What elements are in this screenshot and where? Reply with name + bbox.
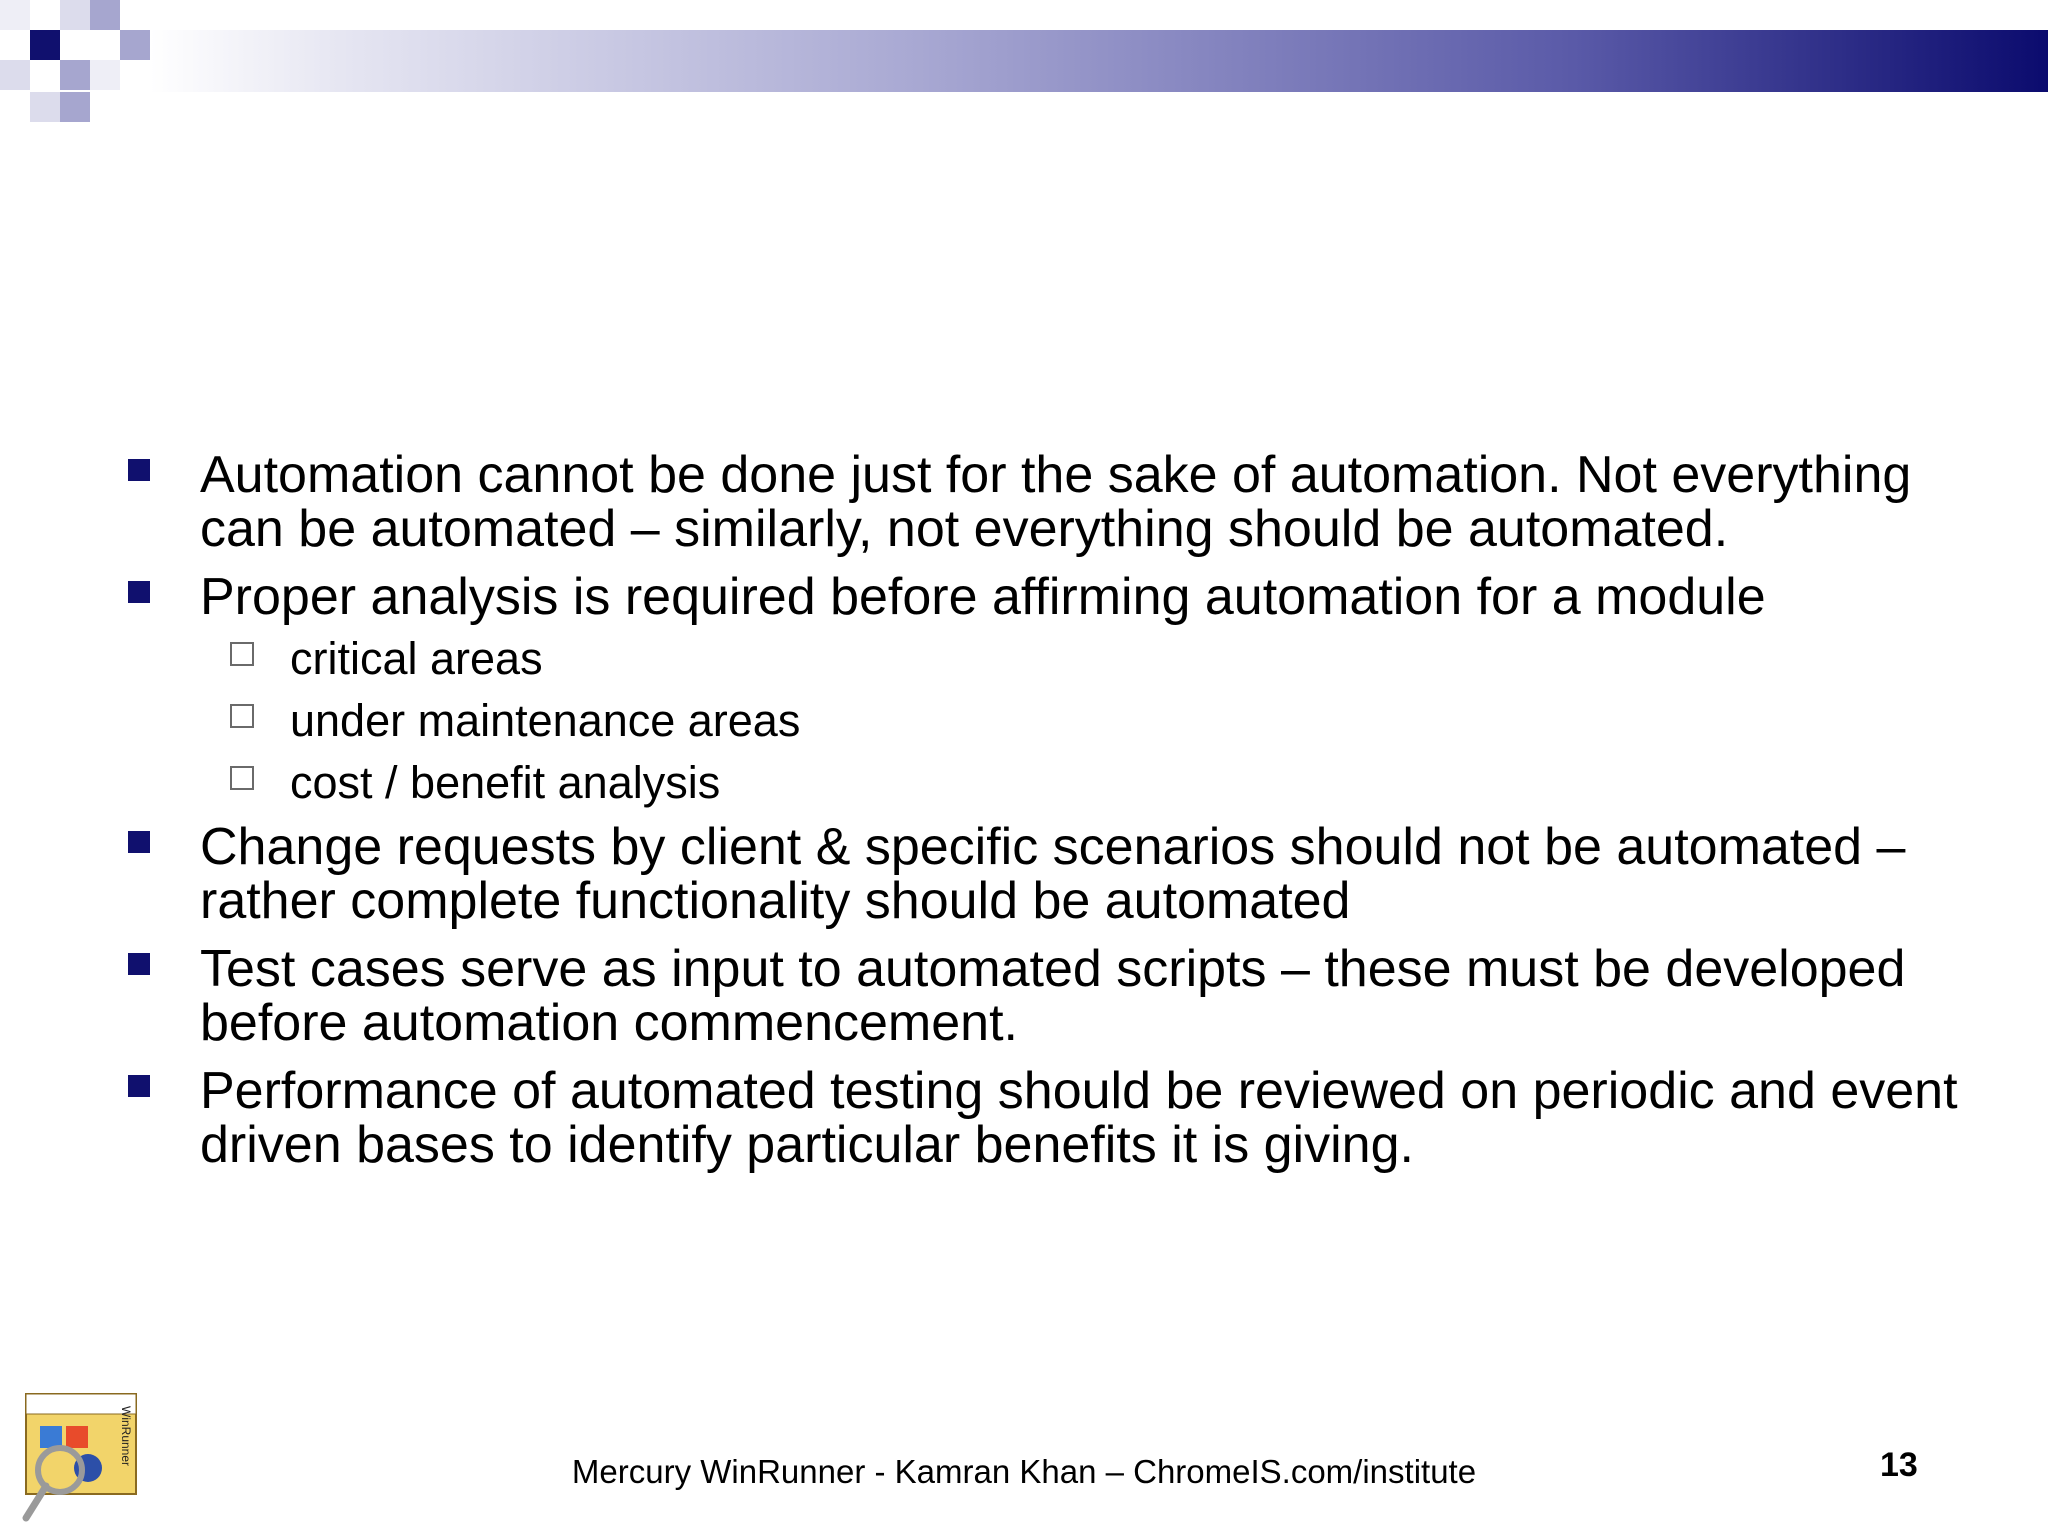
footer-caption — [0, 1452, 2048, 1492]
square-bullet-icon — [128, 831, 150, 853]
header-square — [120, 30, 150, 60]
header-square — [60, 0, 90, 30]
hollow-square-bullet-icon — [230, 642, 254, 666]
sub-bullet-text: critical areas — [290, 633, 543, 684]
header-square — [60, 60, 90, 90]
hollow-square-bullet-icon — [230, 766, 254, 790]
sub-bullet-text: cost / benefit analysis — [290, 757, 721, 808]
bullet-text: Performance of automated testing should be reviewed on periodic and event driven bases to identify particular benefits it is giving. — [200, 1062, 1958, 1174]
sub-bullet-list — [120, 634, 2000, 808]
sub-bullet-item — [120, 634, 2000, 684]
bullet-text: Test cases serve as input to automated scripts – these must be developed before automation commencement. — [200, 940, 1906, 1052]
bullet-list — [120, 448, 2000, 1186]
sub-bullet-item — [120, 758, 2000, 808]
page-number: 13 — [1880, 1446, 1918, 1484]
hollow-square-bullet-icon — [230, 704, 254, 728]
bullet-text: Proper analysis is required before affirming automation for a module — [200, 568, 1766, 626]
bullet-item — [120, 1064, 2000, 1172]
square-bullet-icon — [128, 581, 150, 603]
square-bullet-icon — [128, 459, 150, 481]
header-square — [0, 0, 30, 30]
square-bullet-icon — [128, 1075, 150, 1097]
header-square — [0, 60, 30, 90]
bullet-item — [120, 570, 2000, 624]
header-square — [30, 30, 60, 60]
header-square — [90, 60, 120, 90]
bullet-item — [120, 448, 2000, 556]
bullet-item — [120, 820, 2000, 928]
logo-label: WinRunner — [119, 1406, 133, 1467]
header-square — [30, 92, 60, 122]
header-gradient-bar — [150, 30, 2048, 92]
bullet-item — [120, 942, 2000, 1050]
footer-text: Mercury WinRunner - Kamran Khan – ChromeIS.com/institute — [571, 1453, 1477, 1490]
header-square — [90, 0, 120, 30]
bullet-text: Automation cannot be done just for the sake of automation. Not everything can be automated – similarly, not everything should be automated. — [200, 446, 1912, 558]
square-bullet-icon — [128, 953, 150, 975]
sub-bullet-item — [120, 696, 2000, 746]
header-square — [60, 92, 90, 122]
sub-bullet-text: under maintenance areas — [290, 695, 801, 746]
bullet-text: Change requests by client & specific scenarios should not be automated – rather complete functionality should be automated — [200, 818, 1906, 930]
